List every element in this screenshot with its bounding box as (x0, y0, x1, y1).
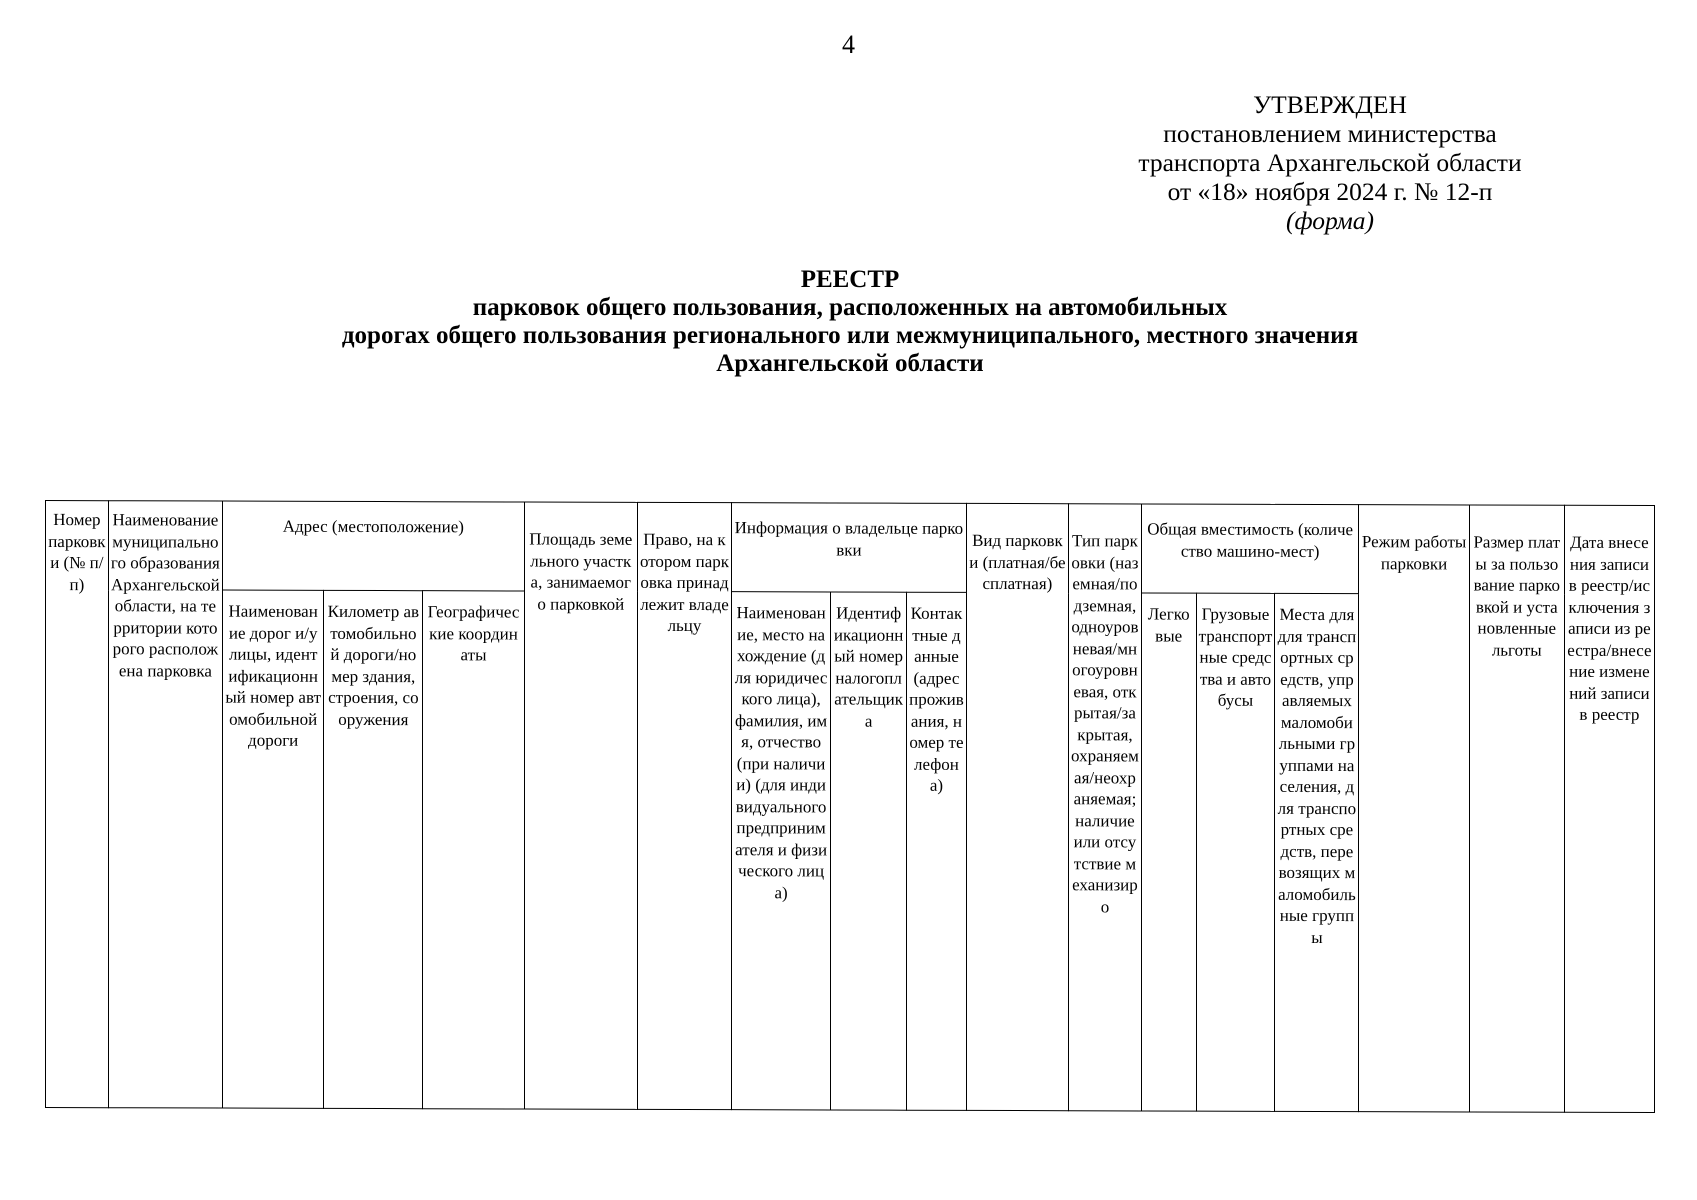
header-group-capacity: Общая вместимость (количество машино-мест) (1141, 504, 1359, 594)
registry-table-wrapper (45, 500, 1655, 1113)
header-cell-cars: Легковые (1141, 593, 1196, 1111)
header-cell-owner-name: Наименование, место нахождение (для юридического лица), фамилия, имя, отчество (при наличии) (для индивидуального предпринимателя и физического лица) (732, 592, 831, 1110)
header-cell-right: Право, на котором парковка принадлежит владельцу (637, 502, 731, 1109)
header-cell-fee: Размер платы за пользование парковкой и установленные льготы (1469, 505, 1564, 1112)
registry-table (45, 500, 1655, 1113)
title-heading: РЕЕСТР (800, 266, 900, 293)
header-cell-area: Площадь земельного участка, занимаемого парковкой (524, 502, 637, 1109)
header-cell-kind: Вид парковки (платная/бесплатная) (966, 503, 1068, 1110)
header-cell-mode: Режим работы парковки (1359, 505, 1469, 1112)
header-cell-date: Дата внесения записи в реестр/исключения записи из реестра/внесение изменений записи в реестр (1564, 505, 1654, 1112)
title-line: Архангельской области (716, 350, 984, 377)
approval-stamp-block (1110, 90, 1550, 235)
approval-line: транспорта Архангельской области (1138, 148, 1522, 177)
header-cell-contacts: Контактные данные (адрес проживания, номер телефона) (907, 592, 967, 1110)
header-cell-municipality: Наименование муниципального образования Архангельской области, на территории которого расположена парковка (108, 501, 222, 1108)
header-cell-number: Номер парковки (№ п/п) (46, 501, 109, 1108)
header-cell-type: Тип парковки (наземная/подземная, одноуровневая/многоуровневая, открытая/закрытая, охраняемая/неохраняемая; наличие или отсутствие механизиро (1069, 504, 1142, 1111)
header-group-owner: Информация о владельце парковки (732, 503, 967, 593)
table-header-row (46, 501, 1655, 595)
page-number: 4 (842, 30, 855, 59)
header-cell-trucks: Грузовые транспортные средства и автобусы (1196, 593, 1275, 1111)
header-cell-disabled: Места для для транспортных средств, управляемых маломобильными группами населения, для транспортных средств, перевозящих маломобильные группы (1275, 593, 1359, 1111)
header-group-address: Адрес (местоположение) (223, 501, 525, 591)
header-cell-road-name: Наименование дорог и/улицы, идентификационный номер автомобильной дороги (223, 590, 324, 1108)
header-cell-inn: Идентификационный номер налогоплательщика (831, 592, 907, 1110)
approval-line: постановлением министерства (1163, 119, 1497, 148)
title-line: парковок общего пользования, расположенных на автомобильных (472, 294, 1228, 321)
approval-date-line: от «18» ноября 2024 г. № 12-п (1167, 177, 1493, 206)
title-line: дорогах общего пользования регионального или межмуниципального, местного значения (341, 322, 1359, 349)
document-title (150, 266, 1550, 378)
form-note: (форма) (1285, 206, 1374, 235)
approval-title: УТВЕРЖДЕН (1253, 90, 1407, 119)
header-cell-km: Километр автомобильной дороги/номер здания, строения, сооружения (324, 590, 423, 1108)
header-cell-coords: Географические координаты (423, 591, 524, 1109)
